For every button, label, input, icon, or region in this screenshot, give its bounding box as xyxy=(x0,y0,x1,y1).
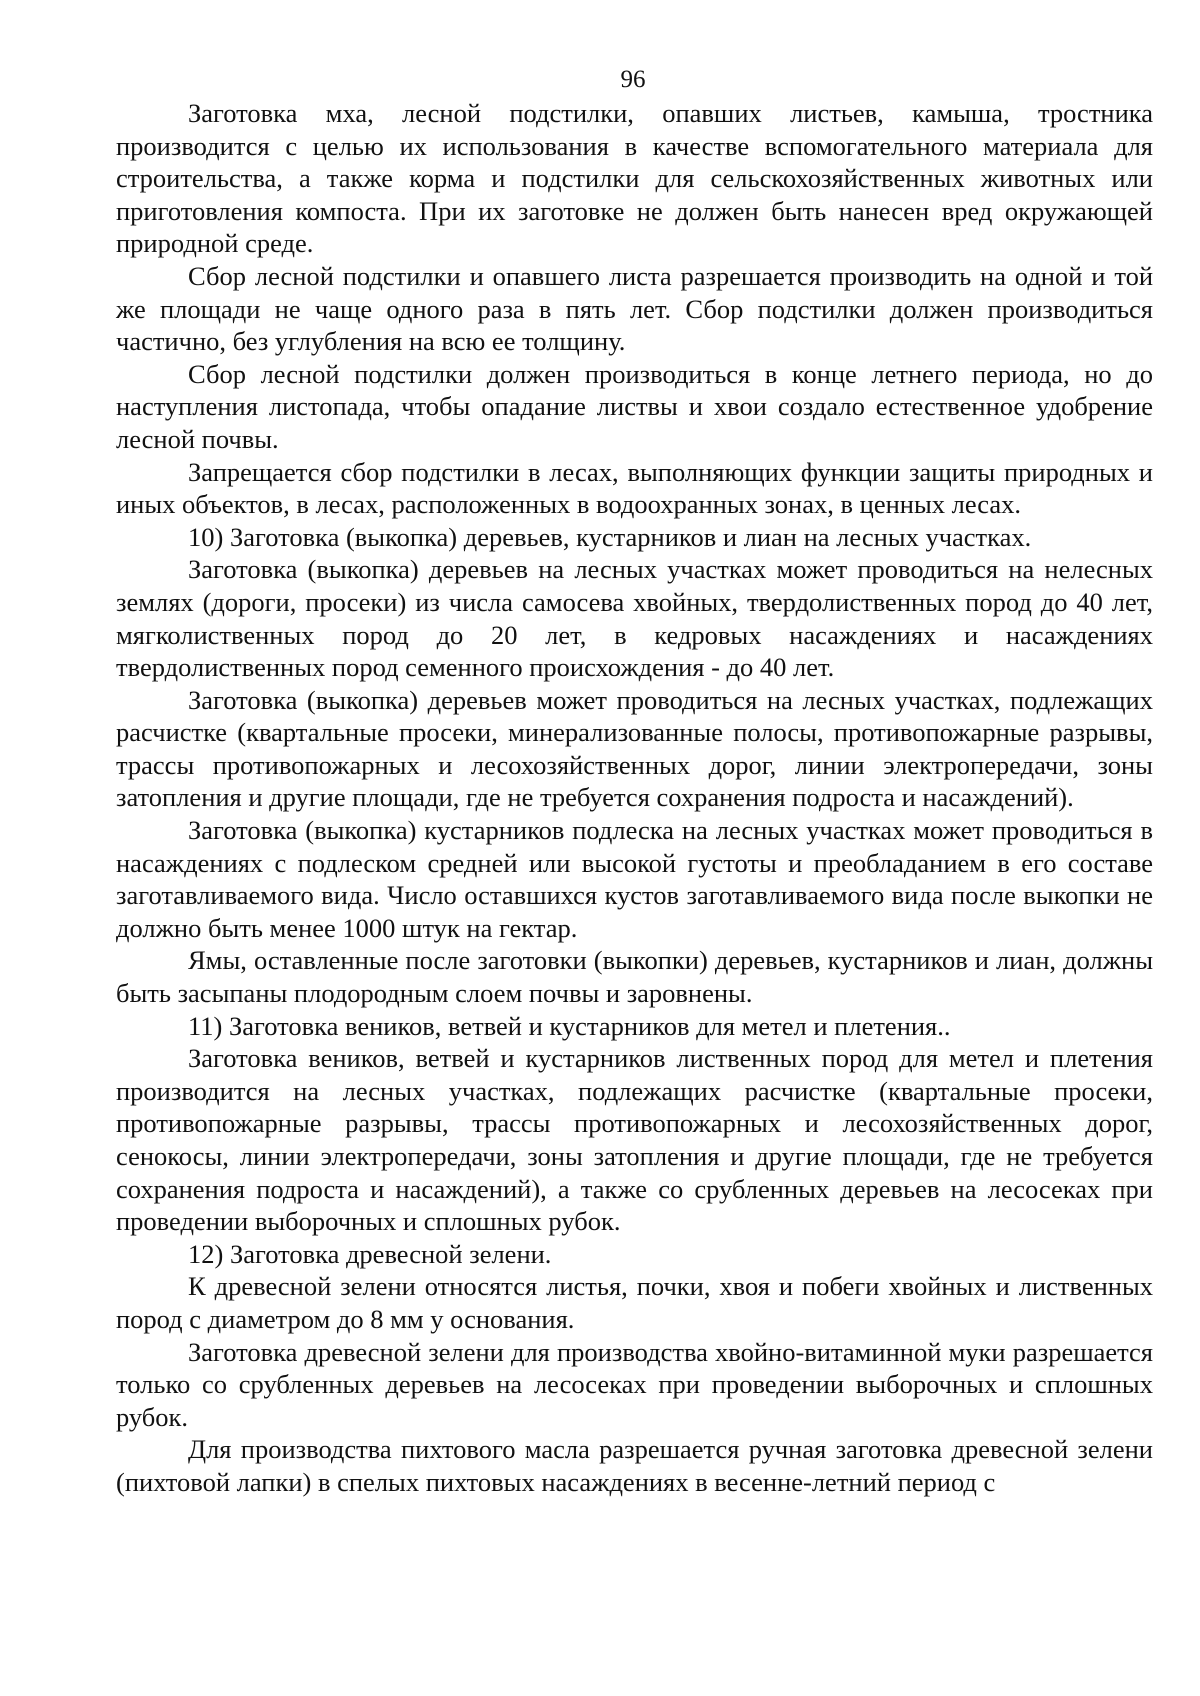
paragraph-litter-collection-prohibition: Запрещается сбор подстилки в лесах, выполняющих функции защиты природных и иных объектов, в лесах, расположенных в водоохранных зонах, в ценных лесах. xyxy=(116,456,1153,520)
paragraph-tree-digging-clearing: Заготовка (выкопка) деревьев может проводиться на лесных участках, подлежащих расчистке (квартальные просеки, минерализованные полосы, противопожарные разрывы, трассы противопожарных и лесохозяйственных дорог, линии электропередачи, зоны затопления и другие площади, где не требуется сохранения подроста и насаждений). xyxy=(116,684,1153,813)
paragraph-brooms-harvesting: Заготовка веников, ветвей и кустарников лиственных пород для метел и плетения производится на лесных участках, подлежащих расчистке (квартальные просеки, противопожарные разрывы, трассы противопожарных и лесохозяйственных дорог, сенокосы, линии электропередачи, зоны затопления и другие площади, где не требуется сохранения подроста и насаждений), а также со срубленных деревьев на лесосеках при проведении выборочных и сплошных рубок. xyxy=(116,1043,1153,1237)
paragraph-tree-digging-nonforest: Заготовка (выкопка) деревьев на лесных участках может проводиться на нелесных землях (дороги, просеки) из числа самосева хвойных, твердолиственных пород до 40 лет, мягколиственных пород до 20 лет, в кедровых насаждениях и насаждениях твердолиственных пород семенного происхождения - до 40 лет. xyxy=(116,554,1153,683)
paragraph-shrub-digging: Заготовка (выкопка) кустарников подлеска на лесных участках может проводиться в насаждениях с подлеском средней или высокой густоты и преобладанием в его составе заготавливаемого вида. Число оставшихся кустов заготавливаемого вида после выкопки не должно быть менее 1000 штук на гектар. xyxy=(116,815,1153,943)
paragraph-green-definition: К древесной зелени относятся листья, почки, хвоя и побеги хвойных и лиственных пород с диаметром до 8 мм у основания. xyxy=(116,1271,1153,1334)
paragraph-moss-harvesting: Заготовка мха, лесной подстилки, опавших листьев, камыша, тростника производится с целью их использования в качестве вспомогательного материала для строительства, а также корма и подстилки для сельскохозяйственных животных или приготовления компоста. При их заготовке не должен быть нанесен вред окружающей природной среде. xyxy=(116,98,1153,259)
paragraph-fir-oil: Для производства пихтового масла разрешается ручная заготовка древесной зелени (пихтовой лапки) в спелых пихтовых насаждениях в весенне-летний период с xyxy=(116,1434,1153,1497)
page-number: 96 xyxy=(620,66,646,93)
section-heading-10: 10) Заготовка (выкопка) деревьев, кустарников и лиан на лесных участках. xyxy=(188,521,1032,552)
paragraph-vitamin-flour: Заготовка древесной зелени для производства хвойно-витаминной муки разрешается только со срубленных деревьев на лесосеках при проведении выборочных и сплошных рубок. xyxy=(116,1336,1153,1432)
document-body xyxy=(116,97,1153,1499)
paragraph-litter-collection-frequency: Сбор лесной подстилки и опавшего листа разрешается производить на одной и той же площади не чаще одного раза в пять лет. Сбор подстилки должен производиться частично, без углубления на всю ее толщину. xyxy=(116,260,1153,357)
paragraph-pits-filling: Ямы, оставленные после заготовки (выкопки) деревьев, кустарников и лиан, должны быть засыпаны плодородным слоем почвы и заровнены. xyxy=(116,945,1153,1009)
paragraph-litter-collection-season: Сбор лесной подстилки должен производиться в конце летнего периода, но до наступления листопада, чтобы опадание листвы и хвои создало естественное удобрение лесной почвы. xyxy=(116,358,1153,454)
section-heading-12: 12) Заготовка древесной зелени. xyxy=(188,1238,552,1269)
section-heading-11: 11) Заготовка веников, ветвей и кустарников для метел и плетения.. xyxy=(188,1010,951,1041)
